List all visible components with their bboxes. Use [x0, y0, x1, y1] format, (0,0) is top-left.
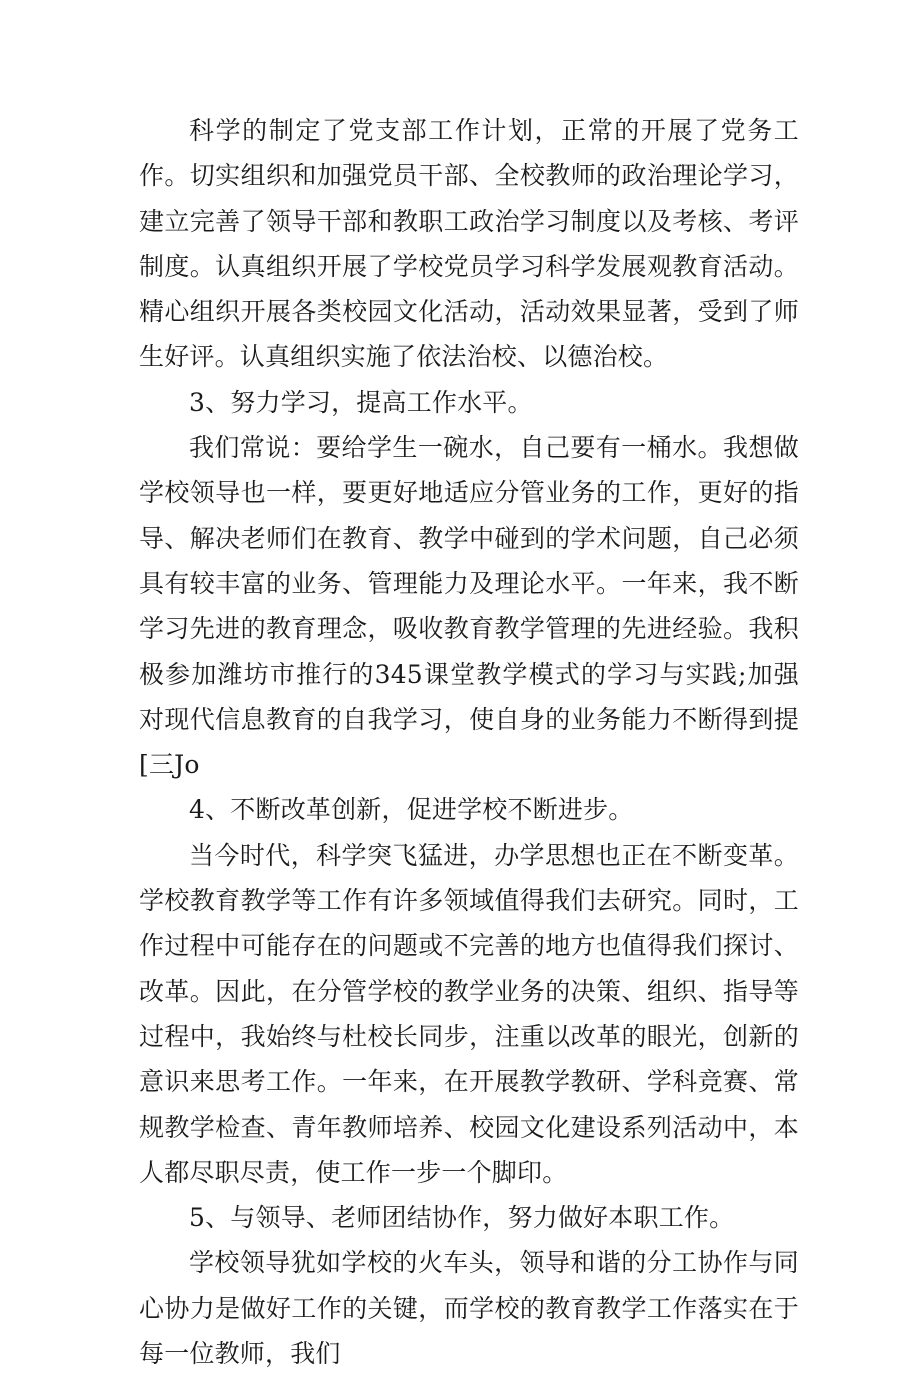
paragraph-cooperation: 学校领导犹如学校的火车头，领导和谐的分工协作与同心协力是做好工作的关键，而学校的教育教学工作落实在于每一位教师，我们 — [139, 1248, 799, 1369]
heading-reform-innovate: 4、不断改革创新，促进学校不断进步。 — [189, 795, 634, 825]
paragraph-study: 我们常说：要给学生一碗水，自己要有一桶水。我想做学校领导也一样，要更好地适应分管业务的工作，更好的指导、解决老师们在教育、教学中碰到的学术问题，自己必须具有较丰富的业务、管理能力及理论水平。一年来，我不断学习先进的教育理念，吸收教育教学管理的先进经验。我积极参加潍坊市推行的345课堂教学模式的学习与实践;加强对现代信息教育的自我学习，使自身的业务能力不断得到提[三Jo — [139, 433, 799, 780]
heading-cooperation: 5、与领导、老师团结协作，努力做好本职工作。 — [189, 1203, 735, 1233]
paragraph-party-work: 科学的制定了党支部工作计划，正常的开展了党务工作。切实组织和加强党员干部、全校教师的政治理论学习，建立完善了领导干部和教职工政治学习制度以及考核、考评制度。认真组织开展了学校党员学习科学发展观教育活动。精心组织开展各类校园文化活动，活动效果显著，受到了师生好评。认真组织实施了依法治校、以德治校。 — [139, 116, 799, 372]
heading-study-improve: 3、努力学习，提高工作水平。 — [189, 387, 533, 417]
document-body — [139, 108, 799, 1376]
paragraph-reform: 当今时代，科学突飞猛进，办学思想也正在不断变革。学校教育教学等工作有许多领域值得我们去研究。同时，工作过程中可能存在的问题或不完善的地方也值得我们探讨、改革。因此，在分管学校的教学业务的决策、组织、指导等过程中，我始终与杜校长同步，注重以改革的眼光，创新的意识来思考工作。一年来，在开展教学教研、学科竞赛、常规教学检查、青年教师培养、校园文化建设系列活动中，本人都尽职尽责，使工作一步一个脚印。 — [139, 840, 799, 1187]
